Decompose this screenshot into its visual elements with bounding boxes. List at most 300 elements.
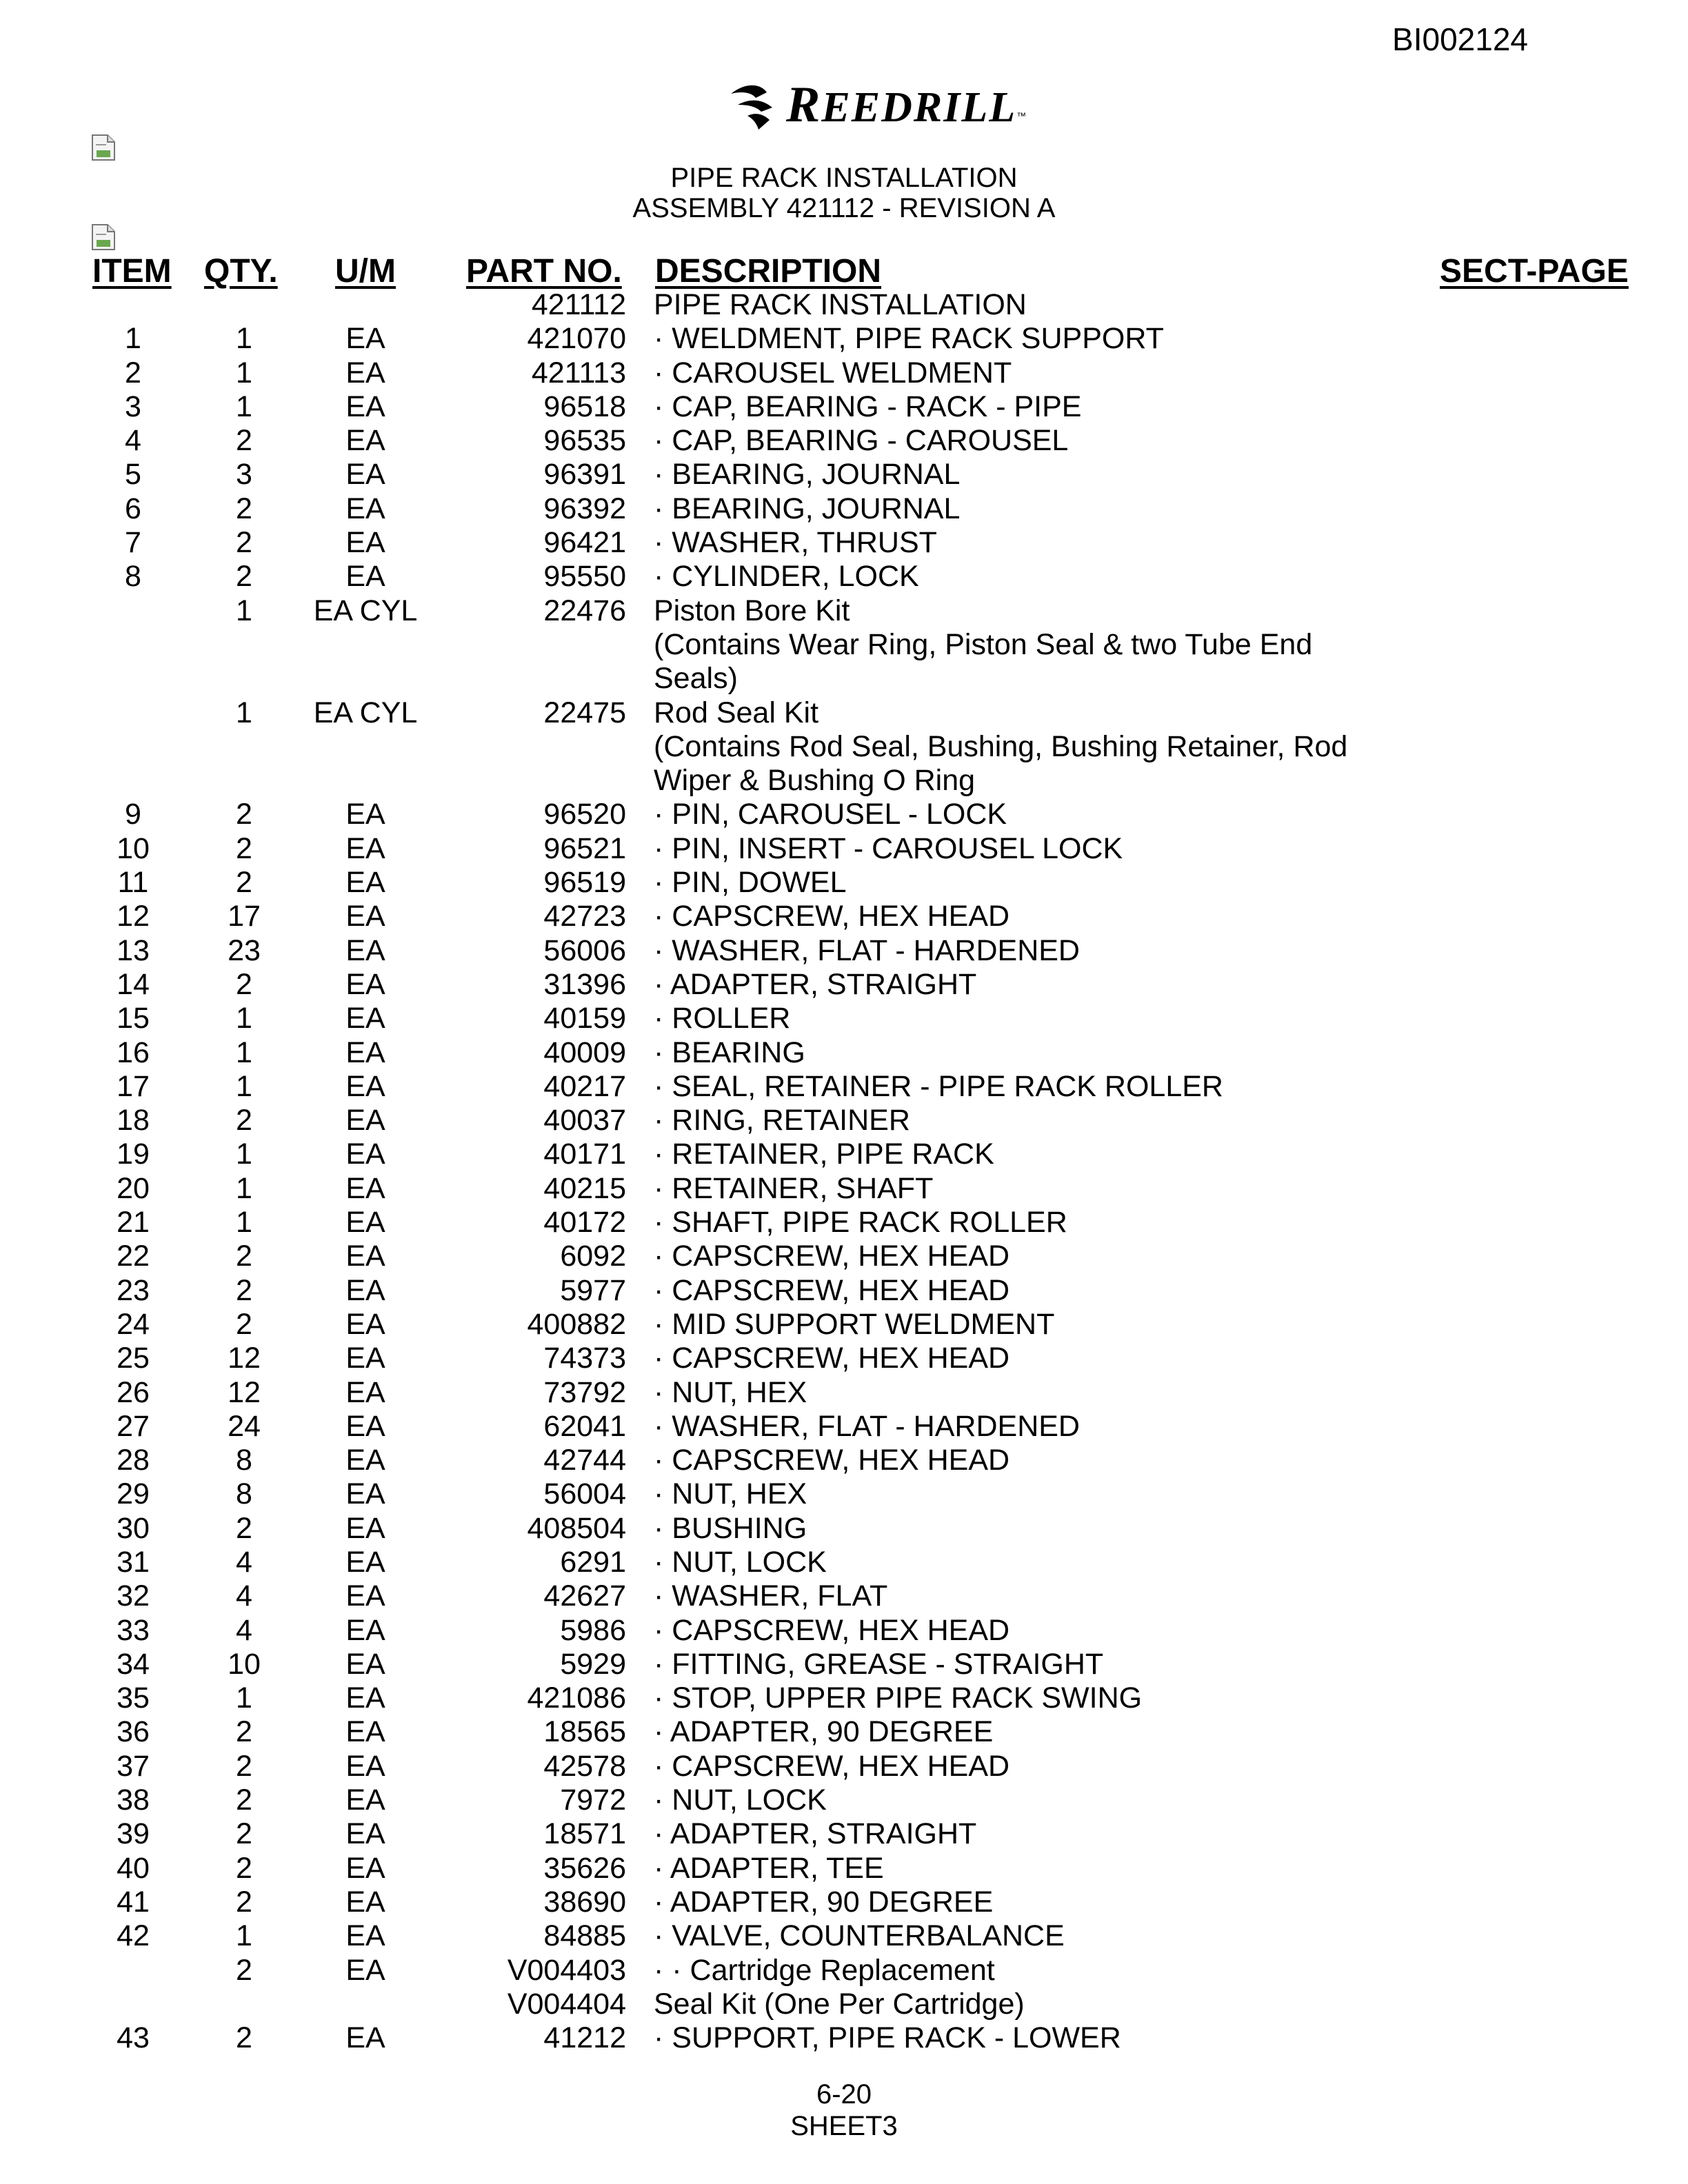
part-number: 42627 [543,1579,626,1613]
item-number: 41 [117,1885,150,1919]
quantity: 2 [236,1851,252,1885]
header-um: U/M [335,253,396,290]
unit-of-measure: EA [345,798,385,831]
item-number: 9 [125,798,141,831]
quantity: 4 [236,1579,252,1613]
unit-of-measure: EA [345,866,385,900]
table-row [0,2021,1688,2055]
description: · ADAPTER, STRAIGHT [654,1817,977,1851]
page-number: 6-20 [816,2079,872,2110]
part-number: 40215 [543,1171,626,1205]
quantity: 2 [236,831,252,865]
table-row [0,1954,1688,1988]
table-row [0,1546,1688,1579]
unit-of-measure: EA CYL [313,696,418,729]
document-icon[interactable] [91,223,116,251]
header-description: DESCRIPTION [655,253,882,290]
part-number: 35626 [543,1851,626,1885]
part-number: 18565 [543,1715,626,1749]
unit-of-measure: EA [345,1002,385,1035]
header-qty: QTY. [204,253,278,290]
quantity: 2 [236,1104,252,1138]
part-number: 96391 [543,458,626,492]
quantity: 2 [236,1953,252,1987]
part-number: 22476 [543,594,626,627]
item-number: 17 [117,1069,150,1103]
unit-of-measure: EA [345,1919,385,1953]
quantity: 23 [228,933,261,967]
description: · PIN, CAROUSEL - LOCK [654,798,1007,831]
table-row [0,1240,1688,1273]
item-number: 38 [117,1783,150,1817]
part-number: 42744 [543,1444,626,1477]
quantity: 4 [236,1613,252,1647]
description: · ADAPTER, STRAIGHT [654,967,977,1001]
table-row [0,730,1688,764]
quantity: 2 [236,1273,252,1307]
item-number: 11 [117,866,149,900]
quantity: 12 [228,1342,261,1375]
unit-of-measure: EA [345,1579,385,1613]
unit-of-measure: EA [345,1035,385,1069]
part-number: V004403 [507,1953,626,1987]
parts-list [0,288,1688,2055]
quantity: 2 [236,1240,252,1273]
table-row [0,1172,1688,1206]
header-sect-page: SECT-PAGE [1440,253,1629,290]
unit-of-measure: EA CYL [313,594,418,627]
assembly-revision: ASSEMBLY 421112 - REVISION A [632,193,1056,223]
part-number: 40171 [543,1138,626,1171]
description: Seals) [654,662,738,696]
table-row [0,968,1688,1002]
item-number: 5 [125,458,141,492]
quantity: 2 [236,1885,252,1919]
table-row [0,662,1688,696]
description: (Contains Wear Ring, Piston Seal & two Tube End [654,627,1313,661]
table-row [0,356,1688,390]
part-number: 18571 [543,1817,626,1851]
part-number: 56004 [543,1477,626,1511]
quantity: 2 [236,1817,252,1851]
part-number: 96421 [543,526,626,560]
table-row [0,424,1688,458]
part-number: 5977 [560,1273,626,1307]
unit-of-measure: EA [345,1749,385,1783]
description: · CAPSCREW, HEX HEAD [654,900,1010,933]
document-id: BI002124 [1392,21,1528,57]
item-number: 32 [117,1579,150,1613]
item-number: 27 [117,1409,150,1443]
table-row [0,1648,1688,1681]
table-row [0,764,1688,798]
table-row [0,1206,1688,1240]
table-row [0,1070,1688,1104]
table-row [0,1002,1688,1035]
quantity: 2 [236,1511,252,1545]
table-row [0,594,1688,628]
description: · MID SUPPORT WELDMENT [654,1307,1055,1341]
description: · CAPSCREW, HEX HEAD [654,1342,1010,1375]
table-header [0,252,1688,294]
part-number: 400882 [527,1307,626,1341]
part-number: 40009 [543,1035,626,1069]
quantity: 1 [236,1171,252,1205]
description: · SHAFT, PIPE RACK ROLLER [654,1206,1067,1240]
table-row [0,1783,1688,1817]
quantity: 1 [236,1002,252,1035]
part-number: 421086 [527,1681,626,1715]
part-number: 6092 [560,1240,626,1273]
description: · WASHER, FLAT [654,1579,888,1613]
description: · PIN, INSERT - CAROUSEL LOCK [654,831,1123,865]
part-number: 421070 [527,322,626,356]
part-number: 31396 [543,967,626,1001]
table-row [0,1681,1688,1715]
document-icon[interactable] [91,134,116,161]
quantity: 1 [236,1138,252,1171]
table-row [0,1885,1688,1919]
table-row [0,1444,1688,1477]
table-row [0,1376,1688,1410]
item-number: 43 [117,2021,150,2055]
unit-of-measure: EA [345,1307,385,1341]
unit-of-measure: EA [345,1545,385,1579]
item-number: 36 [117,1715,150,1749]
table-row [0,288,1688,322]
quantity: 2 [236,1783,252,1817]
table-row [0,1988,1688,2021]
item-number: 28 [117,1444,150,1477]
item-number: 21 [117,1206,150,1240]
item-number: 3 [125,390,141,423]
description: · FITTING, GREASE - STRAIGHT [654,1647,1104,1681]
unit-of-measure: EA [345,1206,385,1240]
table-row [0,1852,1688,1885]
unit-of-measure: EA [345,1069,385,1103]
sheet-label: SHEET3 [790,2111,898,2141]
table-row [0,900,1688,933]
item-number: 30 [117,1511,150,1545]
header-item: ITEM [92,253,172,290]
quantity: 2 [236,1307,252,1341]
part-number: 5986 [560,1613,626,1647]
part-number: 41212 [543,2021,626,2055]
unit-of-measure: EA [345,1342,385,1375]
unit-of-measure: EA [345,1885,385,1919]
part-number: 421112 [531,288,626,321]
description: · WASHER, FLAT - HARDENED [654,1409,1080,1443]
item-number: 39 [117,1817,150,1851]
description: · NUT, LOCK [654,1545,827,1579]
quantity: 2 [236,492,252,525]
table-row [0,1750,1688,1783]
quantity: 1 [236,356,252,390]
item-number: 35 [117,1681,150,1715]
description: · NUT, HEX [654,1375,807,1409]
table-row [0,696,1688,730]
quantity: 1 [236,390,252,423]
table-row [0,934,1688,968]
part-number: V004404 [507,1987,626,2021]
description: · BEARING, JOURNAL [654,458,961,492]
description: · ADAPTER, 90 DEGREE [654,1715,994,1749]
part-number: 96520 [543,798,626,831]
table-row [0,628,1688,662]
header-part-no: PART NO. [466,253,622,290]
table-row [0,1614,1688,1648]
description: · BEARING [654,1035,805,1069]
description: · CYLINDER, LOCK [654,560,919,594]
part-number: 62041 [543,1409,626,1443]
item-number: 1 [125,322,141,356]
quantity: 2 [236,526,252,560]
part-number: 40172 [543,1206,626,1240]
description: · BEARING, JOURNAL [654,492,961,525]
assembly-title: PIPE RACK INSTALLATION [670,163,1018,193]
part-number: 408504 [527,1511,626,1545]
unit-of-measure: EA [345,831,385,865]
unit-of-measure: EA [345,1273,385,1307]
item-number: 31 [117,1545,150,1579]
description: · CAP, BEARING - RACK - PIPE [654,390,1082,423]
quantity: 1 [236,322,252,356]
description: Piston Bore Kit [654,594,850,627]
item-number: 18 [117,1104,150,1138]
quantity: 1 [236,594,252,627]
item-number: 6 [125,492,141,525]
unit-of-measure: EA [345,1715,385,1749]
item-number: 42 [117,1919,150,1953]
item-number: 24 [117,1307,150,1341]
part-number: 84885 [543,1919,626,1953]
item-number: 4 [125,424,141,458]
part-number: 40217 [543,1069,626,1103]
item-number: 25 [117,1342,150,1375]
quantity: 2 [236,798,252,831]
part-number: 40037 [543,1104,626,1138]
unit-of-measure: EA [345,1477,385,1511]
item-number: 22 [117,1240,150,1273]
quantity: 8 [236,1444,252,1477]
description: · NUT, HEX [654,1477,807,1511]
description: (Contains Rod Seal, Bushing, Bushing Retainer, Rod [654,729,1348,763]
description: · CAP, BEARING - CAROUSEL [654,424,1069,458]
description: · CAPSCREW, HEX HEAD [654,1273,1010,1307]
description: · SUPPORT, PIPE RACK - LOWER [654,2021,1121,2055]
part-number: 5929 [560,1647,626,1681]
item-number: 33 [117,1613,150,1647]
unit-of-measure: EA [345,1171,385,1205]
item-number: 37 [117,1749,150,1783]
item-number: 8 [125,560,141,594]
table-row [0,1715,1688,1749]
description: · PIN, DOWEL [654,866,847,900]
description: Seal Kit (One Per Cartridge) [654,1987,1025,2021]
quantity: 2 [236,967,252,1001]
part-number: 6291 [560,1545,626,1579]
description: · CAPSCREW, HEX HEAD [654,1240,1010,1273]
table-row [0,1817,1688,1851]
unit-of-measure: EA [345,1240,385,1273]
part-number: 42723 [543,900,626,933]
item-number: 26 [117,1375,150,1409]
unit-of-measure: EA [345,1375,385,1409]
quantity: 4 [236,1545,252,1579]
part-number: 96392 [543,492,626,525]
description: · ADAPTER, 90 DEGREE [654,1885,994,1919]
item-number: 15 [117,1002,150,1035]
part-number: 96521 [543,831,626,865]
table-row [0,1512,1688,1546]
item-number: 12 [117,900,150,933]
reedrill-logo: REEDRILL ™ [724,77,1026,132]
part-number: 56006 [543,933,626,967]
table-row [0,390,1688,424]
unit-of-measure: EA [345,933,385,967]
description: · WASHER, FLAT - HARDENED [654,933,1080,967]
description: · RETAINER, PIPE RACK [654,1138,994,1171]
reedrill-drill-icon [724,77,782,132]
quantity: 1 [236,696,252,729]
unit-of-measure: EA [345,967,385,1001]
unit-of-measure: EA [345,1681,385,1715]
quantity: 3 [236,458,252,492]
item-number: 23 [117,1273,150,1307]
part-number: 421113 [531,356,626,390]
description: Rod Seal Kit [654,696,819,729]
part-number: 7972 [560,1783,626,1817]
table-row [0,1410,1688,1444]
part-number: 95550 [543,560,626,594]
unit-of-measure: EA [345,526,385,560]
table-row [0,1036,1688,1070]
description: · WELDMENT, PIPE RACK SUPPORT [654,322,1164,356]
item-number: 2 [125,356,141,390]
unit-of-measure: EA [345,356,385,390]
unit-of-measure: EA [345,560,385,594]
unit-of-measure: EA [345,1444,385,1477]
description: · · Cartridge Replacement [654,1953,995,1987]
description: · BUSHING [654,1511,807,1545]
unit-of-measure: EA [345,1613,385,1647]
item-number: 34 [117,1647,150,1681]
part-number: 96535 [543,424,626,458]
quantity: 1 [236,1681,252,1715]
item-number: 7 [125,526,141,560]
unit-of-measure: EA [345,322,385,356]
item-number: 14 [117,967,150,1001]
item-number: 40 [117,1851,150,1885]
description: · VALVE, COUNTERBALANCE [654,1919,1065,1953]
unit-of-measure: EA [345,1409,385,1443]
unit-of-measure: EA [345,1953,385,1987]
part-number: 96519 [543,866,626,900]
unit-of-measure: EA [345,492,385,525]
quantity: 2 [236,866,252,900]
part-number: 74373 [543,1342,626,1375]
description: PIPE RACK INSTALLATION [654,288,1027,321]
part-number: 42578 [543,1749,626,1783]
part-number: 40159 [543,1002,626,1035]
description: Wiper & Bushing O Ring [654,764,976,798]
table-row [0,560,1688,594]
unit-of-measure: EA [345,1783,385,1817]
quantity: 2 [236,2021,252,2055]
unit-of-measure: EA [345,390,385,423]
table-row [0,322,1688,356]
quantity: 2 [236,424,252,458]
item-number: 13 [117,933,150,967]
table-row [0,1342,1688,1375]
description: · CAPSCREW, HEX HEAD [654,1613,1010,1647]
quantity: 17 [228,900,261,933]
table-row [0,526,1688,560]
quantity: 1 [236,1206,252,1240]
table-row [0,832,1688,866]
unit-of-measure: EA [345,1817,385,1851]
table-row [0,798,1688,831]
unit-of-measure: EA [345,1138,385,1171]
unit-of-measure: EA [345,1647,385,1681]
quantity: 2 [236,560,252,594]
logo-text: REEDRILL [786,76,1017,133]
description: · CAROUSEL WELDMENT [654,356,1012,390]
table-row [0,1308,1688,1342]
table-row [0,1274,1688,1308]
quantity: 1 [236,1069,252,1103]
unit-of-measure: EA [345,2021,385,2055]
table-row [0,1477,1688,1511]
description: · ADAPTER, TEE [654,1851,884,1885]
unit-of-measure: EA [345,1511,385,1545]
unit-of-measure: EA [345,424,385,458]
description: · RETAINER, SHAFT [654,1171,934,1205]
part-number: 73792 [543,1375,626,1409]
quantity: 2 [236,1749,252,1783]
quantity: 12 [228,1375,261,1409]
part-number: 96518 [543,390,626,423]
item-number: 19 [117,1138,150,1171]
quantity: 10 [228,1647,261,1681]
quantity: 24 [228,1409,261,1443]
table-row [0,866,1688,900]
table-row [0,1104,1688,1138]
description: · CAPSCREW, HEX HEAD [654,1749,1010,1783]
table-row [0,1579,1688,1613]
description: · NUT, LOCK [654,1783,827,1817]
description: · STOP, UPPER PIPE RACK SWING [654,1681,1143,1715]
quantity: 1 [236,1035,252,1069]
item-number: 20 [117,1171,150,1205]
quantity: 1 [236,1919,252,1953]
description: · SEAL, RETAINER - PIPE RACK ROLLER [654,1069,1223,1103]
description: · ROLLER [654,1002,791,1035]
item-number: 16 [117,1035,150,1069]
description: · CAPSCREW, HEX HEAD [654,1444,1010,1477]
quantity: 2 [236,1715,252,1749]
table-row [0,492,1688,526]
unit-of-measure: EA [345,900,385,933]
description: · RING, RETAINER [654,1104,910,1138]
table-row [0,458,1688,492]
unit-of-measure: EA [345,1104,385,1138]
quantity: 8 [236,1477,252,1511]
table-row [0,1919,1688,1953]
item-number: 29 [117,1477,150,1511]
unit-of-measure: EA [345,458,385,492]
description: · WASHER, THRUST [654,526,937,560]
